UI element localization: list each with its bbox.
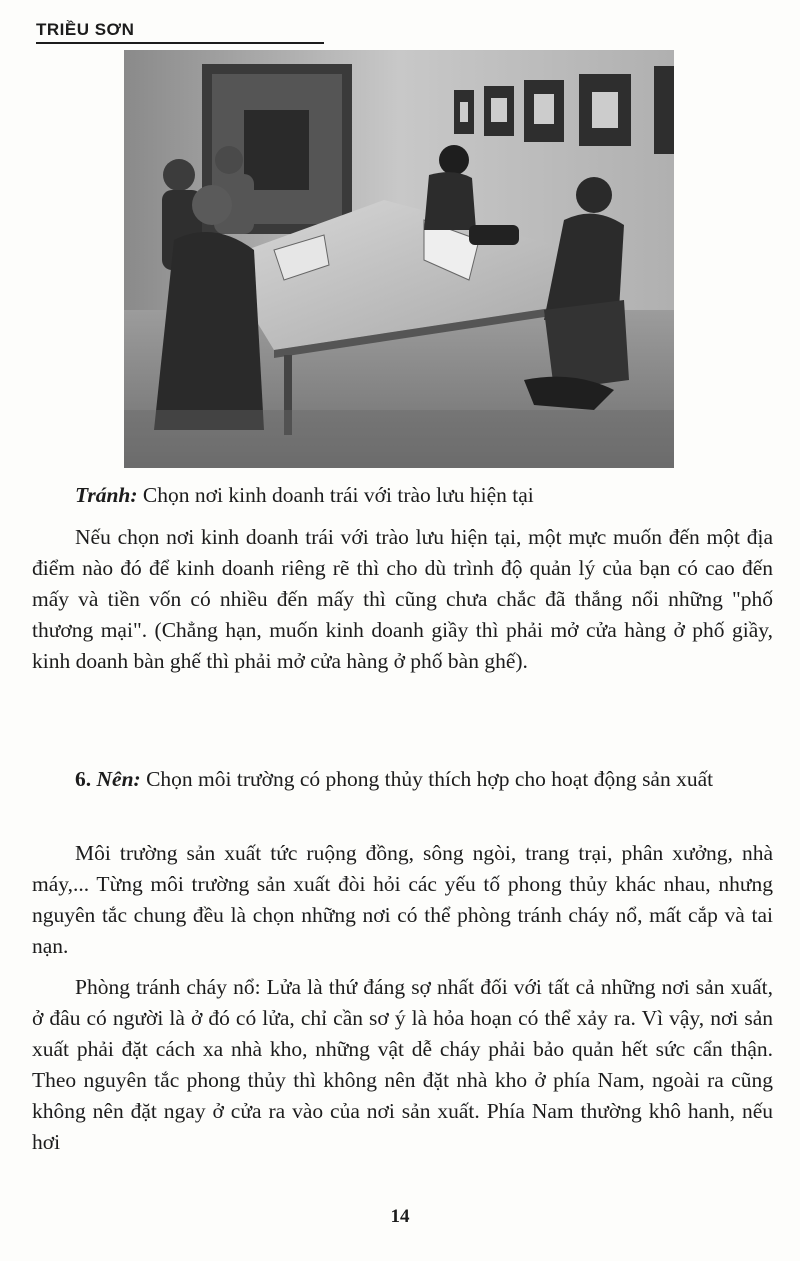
should-paragraph-2: Phòng tránh cháy nổ: Lửa là thứ đáng sợ nhất đối với tất cả những nơi sản xuất, ở đâu có người là ở đó có lửa, chỉ cần sơ ý là hỏa hoạn có thể xảy ra. Vì vậy, nơi sản xuất phải đặt cách xa nhà kho, những vật dễ cháy phải bảo quản hết sức cẩn thận. Theo nguyên tắc phong thủy thì không nên đặt nhà kho ở phía Nam, ngoài ra cũng không nên đặt ngay ở cửa ra vào của nơi sản xuất. Phía Nam thường khô hanh, nếu hơi (32, 975, 773, 1154)
should-lead: Nên: (96, 767, 141, 791)
running-header: TRIỀU SƠN (36, 20, 135, 39)
meeting-room-photo (124, 50, 674, 468)
should-paragraph-1: Môi trường sản xuất tức ruộng đồng, sông ngòi, trang trại, phân xưởng, nhà máy,... Từng môi trường sản xuất đòi hỏi các yếu tố phong thủy khác nhau, nhưng nguyên tắc chung đều là chọn những nơi có thể phòng tránh cháy nổ, mất cắp và tai nạn. (32, 841, 773, 958)
photo-illustration (124, 50, 674, 468)
avoid-body: Nếu chọn nơi kinh doanh trái với trào lưu hiện tại, một mực muốn đến một địa điểm nào đó để kinh doanh riêng rẽ thì cho dù trình độ quản lý của bạn có cao đến mấy và tiền vốn có nhiều đến mấy thì cũng chưa chắc đã thắng nổi những "phố thương mại". (Chẳng hạn, muốn kinh doanh giầy thì phải mở cửa hàng ở phố giầy, kinh doanh bàn ghế thì phải mở cửa hàng ở phố bàn ghế). (32, 525, 773, 673)
page-number: 14 (390, 1206, 410, 1227)
avoid-heading (75, 480, 773, 511)
avoid-title: Chọn nơi kinh doanh trái với trào lưu hiện tại (137, 483, 534, 507)
should-number: 6. (75, 767, 92, 791)
avoid-lead: Tránh: (75, 483, 138, 507)
should-title: Chọn môi trường có phong thủy thích hợp cho hoạt động sản xuất (140, 767, 714, 791)
should-heading (75, 764, 773, 795)
header-rule (36, 42, 324, 44)
